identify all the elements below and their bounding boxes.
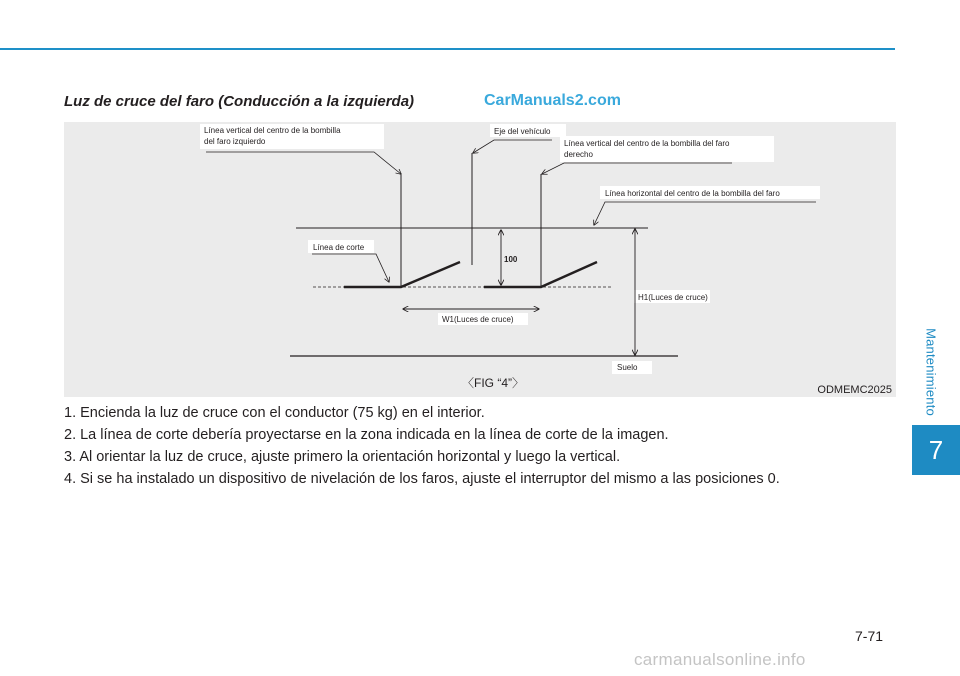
headlamp-diagram <box>64 122 896 397</box>
header-rule <box>0 48 895 50</box>
instruction-step: 4. Si se ha instalado un dispositivo de nivelación de los faros, ajuste el interruptor del mismo a las posiciones 0. <box>64 471 780 487</box>
chapter-tab <box>912 425 960 475</box>
instruction-list <box>64 402 780 490</box>
leader-right-vertical <box>542 163 732 174</box>
label-right-vertical-line2: derecho <box>564 150 593 159</box>
instruction-step: 3. Al orientar la luz de cruce, ajuste primero la orientación horizontal y luego la vertical. <box>64 449 621 465</box>
figure-caption: 〈FIG “4”〉 <box>462 376 524 390</box>
label-ground: Suelo <box>617 363 638 372</box>
chapter-side-label <box>921 322 941 422</box>
leader-cutoff <box>312 254 389 282</box>
label-right-vertical-line1: Línea vertical del centro de la bombilla del faro <box>564 139 730 148</box>
label-h1: H1(Luces de cruce) <box>638 293 708 302</box>
instruction-step: 1. Encienda la luz de cruce con el conductor (75 kg) en el interior. <box>64 405 485 421</box>
label-left-vertical-line1: Línea vertical del centro de la bombilla <box>204 126 341 135</box>
leader-left-vertical <box>206 152 401 174</box>
chapter-name: Mantenimiento <box>923 328 939 416</box>
figure-code: ODMEMC2025 <box>817 384 892 396</box>
leader-vehicle-axis <box>473 140 552 153</box>
label-vehicle-axis: Eje del vehículo <box>494 127 551 136</box>
chapter-number: 7 <box>928 434 944 465</box>
watermark-logo: CarManuals2.com <box>484 92 621 109</box>
diagram-canvas <box>64 122 896 397</box>
section-title: Luz de cruce del faro (Conducción a la izquierda) <box>64 93 415 110</box>
leader-horizontal-center <box>594 202 816 225</box>
label-cutoff-line: Línea de corte <box>313 243 365 252</box>
label-w1: W1(Luces de cruce) <box>442 315 514 324</box>
label-horizontal-center: Línea horizontal del centro de la bombilla del faro <box>605 189 780 198</box>
label-height-100: 100 <box>504 255 518 264</box>
page-number: 7-71 <box>855 628 884 644</box>
left-cutoff-pattern <box>344 262 460 287</box>
footer-watermark: carmanualsonline.info <box>634 650 806 669</box>
label-left-vertical-line2: del faro izquierdo <box>204 137 266 146</box>
instruction-step: 2. La línea de corte debería proyectarse en la zona indicada en la línea de corte de la imagen. <box>64 427 669 443</box>
